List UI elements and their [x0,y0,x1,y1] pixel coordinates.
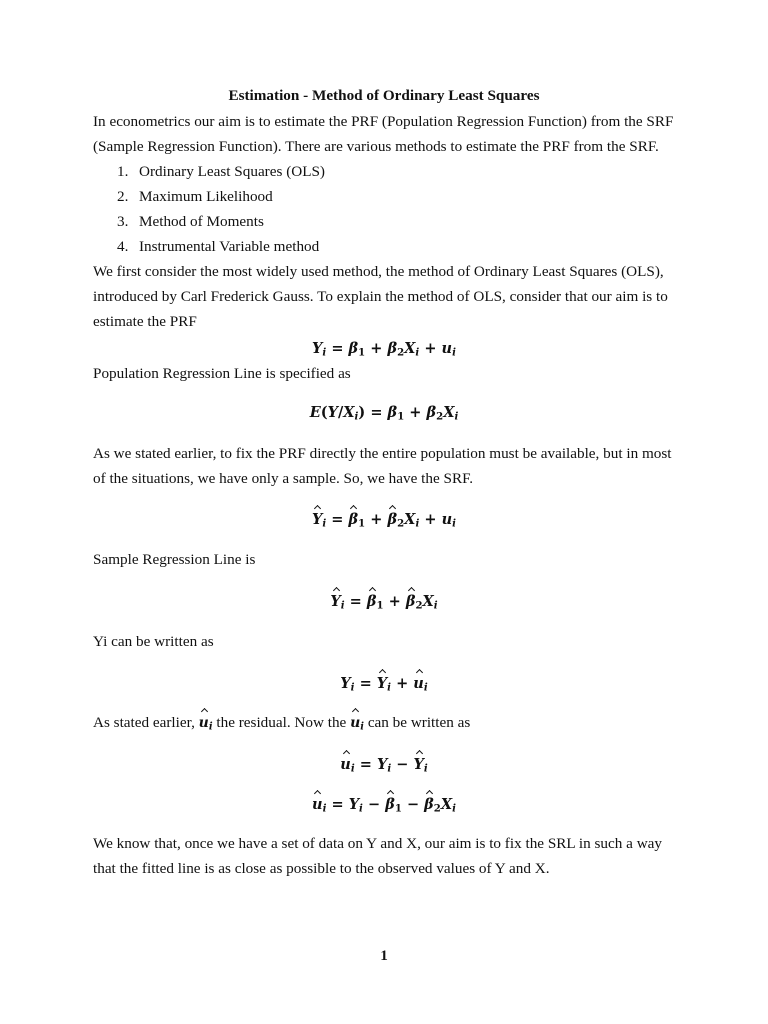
equation-residual-1: $u_i = Y_i - Y_i$ [340,756,428,775]
residual-symbol: $u_i$ [350,715,365,733]
residual-text-middle: the residual. Now the [212,714,351,731]
intro-line-1: In econometrics our aim is to estimate the PRF (Population Regression Function) from the SRF [93,113,674,130]
residual-symbol: $u_i$ [198,715,213,733]
equation-srl: $Y_i = \beta_1 + \beta_2X_i$ [330,593,438,612]
conclusion-line-2: that the fitted line is as close as possible to the observed values of Y and X. [93,860,550,877]
method-list-item [117,237,319,257]
page-title: Estimation - Method of Ordinary Least Squares [228,87,540,104]
method-list-item [117,212,264,232]
srf-text-line-1: As we stated earlier, to fix the PRF directly the entire population must be available, but in most [93,445,672,462]
list-number: 1. [117,163,129,180]
srl-text: Sample Regression Line is [93,551,256,568]
equation-residual-2: $u_i = Y_i - \beta_1 - \beta_2X_i$ [312,796,456,815]
prl-text: Population Regression Line is specified as [93,365,351,382]
residual-text [93,713,470,733]
equation-yi: $Y_i = Y_i + u_i$ [340,675,428,694]
equation-prf: $Y_i = \beta_1 + \beta_2X_i + u_i$ [312,340,456,359]
residual-text-before: As stated earlier, [93,714,199,731]
ols-intro-line-2: introduced by Carl Frederick Gauss. To explain the method of OLS, consider that our aim is to [93,288,668,305]
equation-srf: $Y_i = \beta_1 + \beta_2X_i + u_i$ [312,511,456,530]
list-number: 4. [117,238,129,255]
equation-prl: $E(Y/X_i) = \beta_1 + \beta_2X_i$ [309,404,459,423]
srf-text-line-2: of the situations, we have only a sample. So, we have the SRF. [93,470,474,487]
list-label: Ordinary Least Squares (OLS) [139,163,325,180]
yi-text: Yi can be written as [93,633,214,650]
list-number: 3. [117,213,129,230]
method-list-item [117,187,273,207]
method-list-item [117,162,325,182]
intro-line-2: (Sample Regression Function). There are various methods to estimate the PRF from the SRF. [93,138,659,155]
residual-text-after: can be written as [364,714,471,731]
ols-intro-line-3: estimate the PRF [93,313,197,330]
ols-intro-line-1: We first consider the most widely used method, the method of Ordinary Least Squares (OLS), [93,263,664,280]
list-label: Method of Moments [139,213,264,230]
list-label: Instrumental Variable method [139,238,320,255]
conclusion-line-1: We know that, once we have a set of data on Y and X, our aim is to fix the SRL in such a way [93,835,663,852]
list-number: 2. [117,188,129,205]
list-label: Maximum Likelihood [139,188,273,205]
page-number: 1 [380,947,388,964]
